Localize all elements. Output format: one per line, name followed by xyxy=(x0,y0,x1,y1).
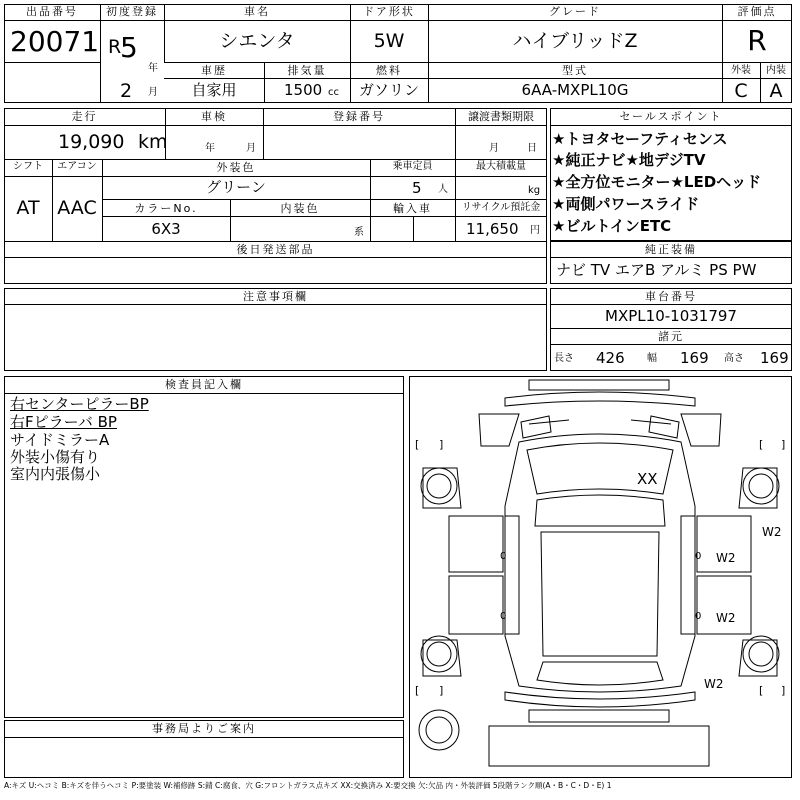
inspector-note: 室内内張傷小 xyxy=(10,465,101,483)
reg-month: 2 xyxy=(120,80,133,102)
chassis-label: 車台番号 xyxy=(645,290,697,303)
legend-text: A:キズ U:ヘコミ B:キズを伴うヘコミ P:要塗装 W:補修跡 S:錆 C:腐食、穴 G:フロントガラス点キズ XX:交換済み X:要交換 欠:欠品 内・外装評価 5段階ランク順(A・B・C・D・E) 1 xyxy=(4,781,612,790)
import-label: 輸入車 xyxy=(393,202,432,215)
fuel-label: 燃料 xyxy=(376,64,402,77)
displacement-label: 排気量 xyxy=(287,64,327,77)
mileage: 19,090 xyxy=(58,131,125,153)
width-label: 幅 xyxy=(647,353,657,364)
recycle-unit: 円 xyxy=(530,225,540,236)
era: R xyxy=(108,36,122,58)
svg-text:]: ] xyxy=(439,684,444,697)
capacity-unit: 人 xyxy=(438,184,448,195)
sales-point-item: ★全方位モニター★LEDヘッド xyxy=(552,173,762,191)
lot-label: 出品番号 xyxy=(26,5,78,18)
svg-text:[: [ xyxy=(759,438,764,451)
height-label: 高さ xyxy=(724,353,744,364)
ac: AAC xyxy=(57,197,97,219)
diagram-mark-roof: XX xyxy=(637,470,658,488)
color-no: 6X3 xyxy=(151,220,181,238)
width: 169 xyxy=(680,349,709,367)
svg-text:[: [ xyxy=(759,684,764,697)
equipment: ナビ TV エアB アルミ PS PW xyxy=(556,261,757,279)
sales-point-item: ★ビルトインETC xyxy=(552,217,672,235)
height: 169 xyxy=(760,349,789,367)
door-label: ドア形状 xyxy=(363,5,415,18)
svg-text:]: ] xyxy=(439,438,444,451)
car-name: シエンタ xyxy=(219,30,295,52)
model-code: 6AA-MXPL10G xyxy=(521,81,629,99)
diagram-mark-left-front-door: 0 xyxy=(500,551,507,562)
exterior-color: グリーン xyxy=(206,178,266,196)
grade-label: グレード xyxy=(549,5,601,18)
mileage-label: 走行 xyxy=(71,110,98,123)
ext-score: C xyxy=(734,80,748,102)
shift: AT xyxy=(16,197,40,219)
diagram-mark-right-front-door: 0 xyxy=(695,551,702,562)
transfer-label: 譲渡書類期限 xyxy=(468,110,534,123)
capacity: 5 xyxy=(412,179,422,197)
mileage-unit: km xyxy=(138,131,168,153)
notes-label: 注意事項欄 xyxy=(243,290,308,303)
month-unit: 月 xyxy=(148,87,158,98)
reg-year: 5 xyxy=(120,31,138,64)
int-score: A xyxy=(769,80,783,102)
history: 自家用 xyxy=(191,81,237,99)
door-type: 5W xyxy=(373,30,405,52)
sales-point-item: ★純正ナビ★地デジTV xyxy=(552,151,706,169)
inspector-note: サイドミラーA xyxy=(10,431,110,449)
color-label: 外装色 xyxy=(216,161,256,174)
diagram-mark-right-rear-door-w2: W2 xyxy=(716,611,736,625)
svg-text:]: ] xyxy=(781,438,786,451)
car-diagram xyxy=(409,376,792,778)
inspector-note: 外装小傷有り xyxy=(10,448,101,466)
svg-text:[: [ xyxy=(415,438,420,451)
sales-point-item: ★両側パワースライド xyxy=(552,195,700,213)
spec-label: 諸元 xyxy=(658,330,684,343)
first-reg-label: 初度登録 xyxy=(106,5,158,18)
diagram-mark-right-front-door-w2: W2 xyxy=(716,551,736,565)
displacement-unit: cc xyxy=(328,87,339,98)
color-no-label: カラーNo. xyxy=(134,202,198,215)
ext-label: 外装 xyxy=(731,65,751,76)
int-label: 内装 xyxy=(766,65,786,76)
svg-text:[: [ xyxy=(415,684,420,697)
svg-text:]: ] xyxy=(781,684,786,697)
load-unit: kg xyxy=(528,185,541,196)
load-label: 最大積載量 xyxy=(476,161,526,172)
displacement: 1500 xyxy=(284,81,323,99)
inspection-year-unit: 年 xyxy=(205,143,215,154)
inspector-note: 右センターピラーBP xyxy=(10,395,149,413)
recycle-fee: 11,650 xyxy=(466,220,519,238)
plate-label: 登録番号 xyxy=(333,110,385,123)
inspection-label: 車検 xyxy=(201,110,227,123)
ac-label: エアコン xyxy=(57,161,97,172)
interior-color-unit: 系 xyxy=(354,227,364,238)
diagram-mark-right-rear-door: 0 xyxy=(695,611,702,622)
equipment-label: 純正装備 xyxy=(645,243,697,256)
inspection-month-unit: 月 xyxy=(246,143,256,154)
length-label: 長さ xyxy=(554,353,574,364)
inspector-label: 検査員記入欄 xyxy=(165,378,243,391)
recycle-label: リサイクル預託金 xyxy=(461,202,541,213)
history-label: 車歴 xyxy=(201,64,227,77)
sales-point-item: ★トヨタセーフティセンス xyxy=(552,130,728,148)
chassis-number: MXPL10-1031797 xyxy=(605,307,737,325)
diagram-mark-rear-quarter: W2 xyxy=(704,677,724,691)
interior-color-label: 内装色 xyxy=(280,202,320,215)
capacity-label: 乗車定員 xyxy=(392,161,433,172)
diagram-mark-left-rear-door: 0 xyxy=(500,611,507,622)
year-unit: 年 xyxy=(148,63,158,74)
name-label: 車名 xyxy=(244,5,270,18)
later-parts-label: 後日発送部品 xyxy=(236,243,315,256)
fuel: ガソリン xyxy=(358,81,419,99)
score: R xyxy=(747,24,767,57)
sales-points-label: セールスポイント xyxy=(619,110,723,123)
shift-label: シフト xyxy=(13,161,43,172)
length: 426 xyxy=(596,349,625,367)
grade: ハイブリッドZ xyxy=(512,30,638,52)
transfer-day-unit: 日 xyxy=(527,143,537,154)
diagram-mark-right-fender: W2 xyxy=(762,525,782,539)
inspector-note: 右Fピラーバ BP xyxy=(10,413,117,431)
office-label: 事務局よりご案内 xyxy=(152,722,256,735)
model-label: 型式 xyxy=(562,64,588,77)
score-label: 評価点 xyxy=(737,5,777,18)
lot-number: 20071 xyxy=(10,25,100,58)
transfer-month-unit: 月 xyxy=(489,143,499,154)
